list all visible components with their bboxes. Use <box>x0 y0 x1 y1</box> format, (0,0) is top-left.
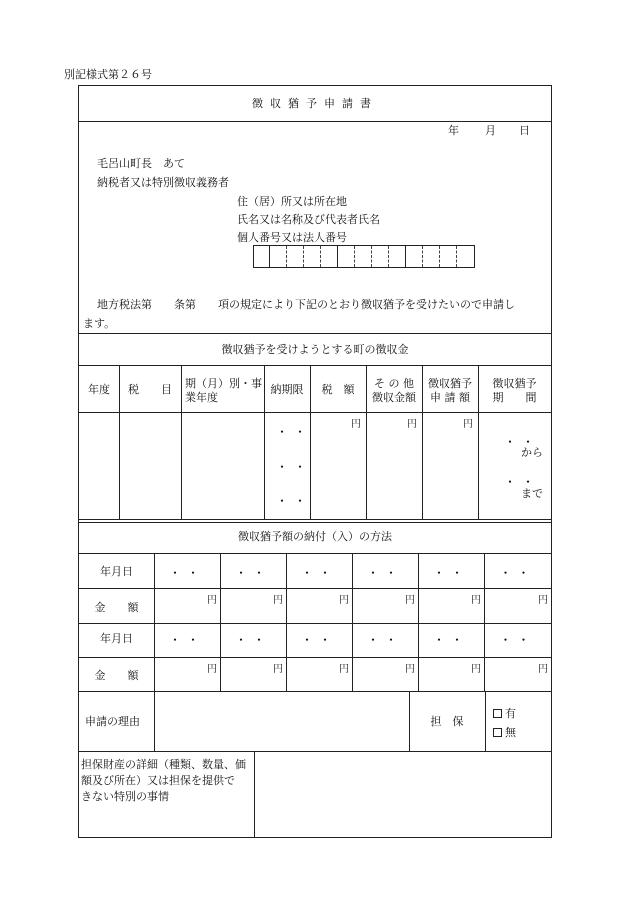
collateral-detail-line2: 額及び所在）又は担保を提供で <box>81 774 235 787</box>
yen-unit: 円 <box>273 664 283 675</box>
header-grace-line2: 期 間 <box>492 391 537 404</box>
col-line <box>254 751 255 837</box>
header-grace-line1: 徴収猶予 <box>492 377 537 390</box>
divider <box>79 121 551 122</box>
form-number: 別記様式第２６号 <box>64 68 152 81</box>
yen-unit: 円 <box>339 595 349 606</box>
number-box-dash <box>303 246 304 267</box>
number-box-dash <box>371 246 372 267</box>
divider <box>79 623 551 624</box>
divider <box>79 657 551 658</box>
yen-unit: 円 <box>463 419 473 430</box>
number-box-divider <box>405 246 406 267</box>
number-box-dash <box>286 246 287 267</box>
header-other-line1: そ の 他 <box>374 377 414 390</box>
divider <box>79 691 551 692</box>
deadline-dots: ・・ <box>276 494 313 508</box>
number-input-boxes[interactable] <box>253 245 475 268</box>
statement-line-2: ます。 <box>83 317 116 330</box>
divider <box>79 333 551 334</box>
grace-from-dots: ・・ <box>504 435 541 449</box>
divider <box>79 365 551 366</box>
divider <box>79 553 551 554</box>
collateral-option-no[interactable] <box>493 726 516 739</box>
number-box-dash <box>439 246 440 267</box>
checkbox-icon[interactable] <box>493 728 502 737</box>
header-period-line1: 期（月）別・事 <box>185 377 262 390</box>
number-box-dash <box>456 246 457 267</box>
divider <box>79 588 551 589</box>
yen-unit: 円 <box>273 595 283 606</box>
checkbox-icon[interactable] <box>493 709 502 718</box>
payment-date-dots: ・・ <box>366 633 403 647</box>
number-box-divider <box>337 246 338 267</box>
yen-unit: 円 <box>351 419 361 430</box>
collateral-yes-text: 有 <box>505 707 516 720</box>
section1-title: 徴収猶予を受けようとする町の徴収金 <box>221 343 409 356</box>
payment-amount-label: 金 額 <box>94 601 139 614</box>
collateral-detail-line1: 担保財産の詳細（種類、数量、価 <box>81 758 246 771</box>
payment-date-dots: ・・ <box>432 566 469 580</box>
address-label: 住（居）所又は所在地 <box>237 195 347 208</box>
payment-date-dots: ・・ <box>432 633 469 647</box>
divider <box>79 751 551 752</box>
header-applied-line2: 申 請 額 <box>430 391 470 404</box>
payment-date-dots: ・・ <box>499 633 536 647</box>
header-period-line2: 業年度 <box>185 391 218 404</box>
yen-unit: 円 <box>538 664 548 675</box>
date-day-label: 日 <box>519 124 530 137</box>
yen-unit: 円 <box>207 595 217 606</box>
application-form <box>78 85 552 838</box>
grace-to: まで <box>521 487 543 500</box>
name-label: 氏名又は名称及び代表者氏名 <box>237 213 380 226</box>
header-deadline: 納期限 <box>270 383 304 396</box>
number-box-dash <box>422 246 423 267</box>
grace-to-dots: ・・ <box>504 475 541 489</box>
divider <box>79 412 551 413</box>
divider <box>79 519 551 520</box>
section2-title: 徴収猶予額の納付（入）の方法 <box>238 530 392 543</box>
yen-unit: 円 <box>471 595 481 606</box>
number-box-dash <box>388 246 389 267</box>
number-box-dash <box>320 246 321 267</box>
collateral-label: 担 保 <box>430 715 464 728</box>
yen-unit: 円 <box>407 419 417 430</box>
payment-date-dots: ・・ <box>499 566 536 580</box>
header-year: 年度 <box>88 383 110 396</box>
payment-date-label: 年月日 <box>100 565 133 578</box>
yen-unit: 円 <box>339 664 349 675</box>
collateral-no-text: 無 <box>505 726 516 739</box>
yen-unit: 円 <box>471 664 481 675</box>
payment-date-dots: ・・ <box>300 633 337 647</box>
divider <box>79 522 551 523</box>
payment-date-dots: ・・ <box>366 566 403 580</box>
payment-date-dots: ・・ <box>234 566 271 580</box>
date-month-label: 月 <box>485 124 496 137</box>
yen-unit: 円 <box>538 595 548 606</box>
number-box-dash <box>354 246 355 267</box>
col-line <box>181 365 182 520</box>
payment-date-dots: ・・ <box>300 566 337 580</box>
addressee: 毛呂山町長 あて <box>97 157 185 170</box>
grace-from: から <box>521 446 543 459</box>
header-other-line2: 徴収金額 <box>372 391 416 404</box>
number-label: 個人番号又は法人番号 <box>237 231 347 244</box>
payment-date-dots: ・・ <box>168 633 205 647</box>
yen-unit: 円 <box>207 664 217 675</box>
statement-line-1: 地方税法第 条第 項の規定により下記のとおり徴収猶予を受けたいので申請し <box>97 298 515 311</box>
yen-unit: 円 <box>405 664 415 675</box>
header-applied-line1: 徴収猶予 <box>428 377 472 390</box>
deadline-dots: ・・ <box>276 460 313 474</box>
collateral-option-yes[interactable] <box>493 707 516 720</box>
col-line <box>485 691 486 751</box>
header-tax-item: 税 目 <box>128 383 172 396</box>
header-tax-amount: 税 額 <box>321 383 355 396</box>
deadline-dots: ・・ <box>276 425 313 439</box>
form-title: 徴収猶予申請書 <box>252 97 378 110</box>
collateral-detail-line3: きない特別の事情 <box>81 790 169 803</box>
payment-amount-label: 金 額 <box>94 669 139 682</box>
date-year-label: 年 <box>448 124 459 137</box>
applicant-label: 納税者又は特別徴収義務者 <box>97 176 229 189</box>
number-box-divider <box>269 246 270 267</box>
payment-date-dots: ・・ <box>168 566 205 580</box>
payment-date-label: 年月日 <box>100 632 133 645</box>
yen-unit: 円 <box>405 595 415 606</box>
payment-date-dots: ・・ <box>234 633 271 647</box>
col-line <box>154 691 155 751</box>
reason-label: 申請の理由 <box>85 715 140 728</box>
